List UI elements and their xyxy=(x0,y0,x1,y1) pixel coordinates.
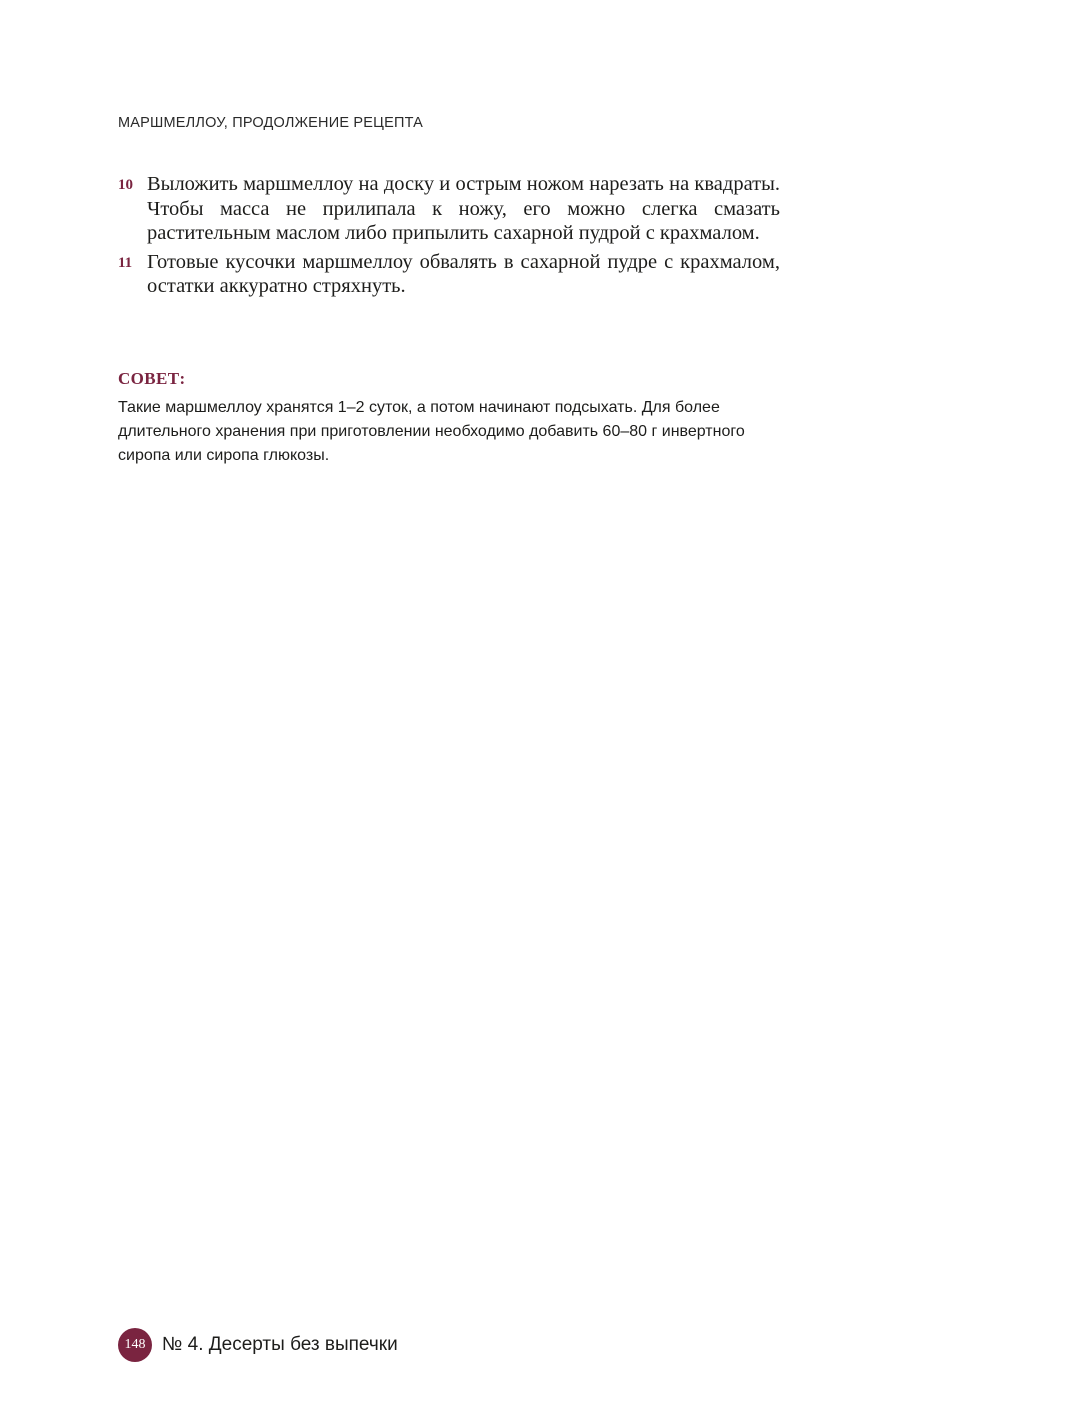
recipe-step-10 xyxy=(118,172,780,246)
recipe-step-11 xyxy=(118,250,780,299)
chapter-title: № 4. Десерты без выпечки xyxy=(162,1334,398,1355)
running-title: МАРШМЕЛЛОУ, ПРОДОЛЖЕНИЕ РЕЦЕПТА xyxy=(118,115,424,131)
tip-heading: СОВЕТ: xyxy=(118,369,186,388)
step-text: Выложить маршмеллоу на доску и острым ножом нарезать на квадраты. Чтобы масса не прилипала к ножу, его можно слегка смазать растительным маслом либо припылить сахарной пудрой с крахмалом. xyxy=(147,173,780,244)
step-number: 10 xyxy=(118,177,133,193)
step-text: Готовые кусочки маршмеллоу обвалять в сахарной пудре с крахмалом, остатки аккуратно стряхнуть. xyxy=(147,250,780,297)
step-number: 11 xyxy=(118,254,133,271)
page-number-badge: 148 xyxy=(118,1328,152,1362)
recipe-steps xyxy=(118,172,780,303)
tip-text: Такие маршмеллоу хранятся 1–2 суток, а потом начинают подсыхать. Для более длительного хранения при приготовлении необходимо добавить 60–80 г инвертного сиропа или сиропа глюкозы. xyxy=(118,399,745,464)
page-footer xyxy=(118,1328,398,1362)
